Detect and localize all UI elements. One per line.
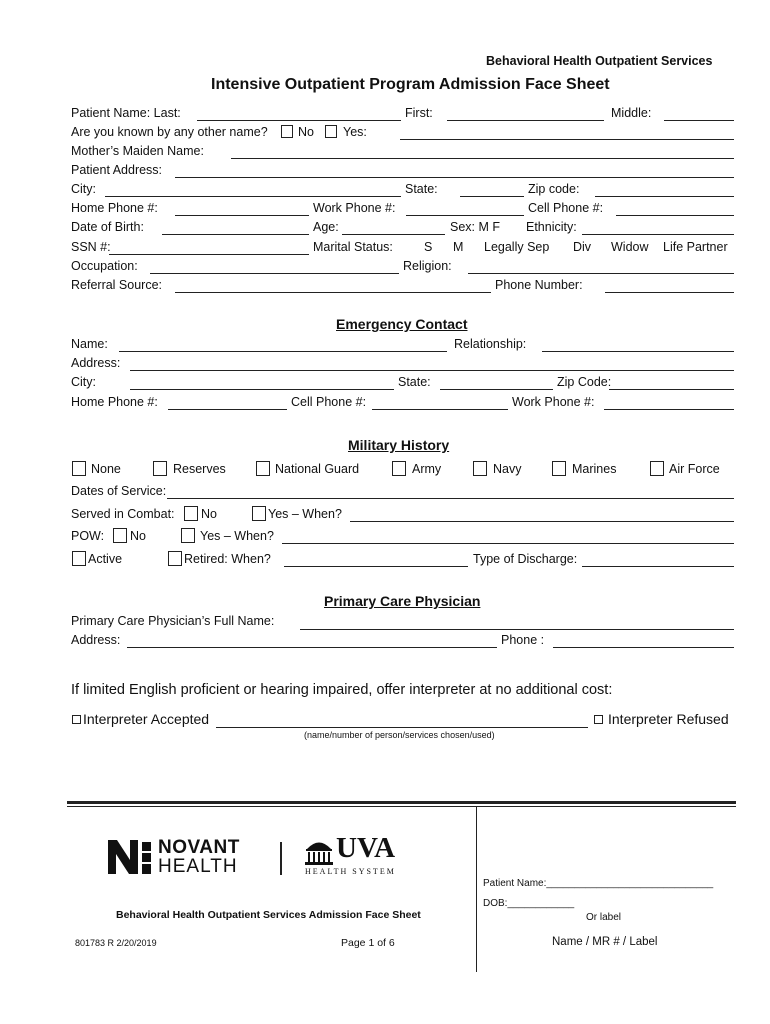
age-label: Age:	[313, 220, 339, 234]
pcp-full-name-label: Primary Care Physician’s Full Name:	[71, 614, 275, 628]
other-name-yes-checkbox[interactable]	[325, 125, 337, 138]
form-number: 801783 R 2/20/2019	[75, 938, 157, 948]
pow-yes-label: Yes – When?	[200, 529, 274, 543]
ec-city-label: City:	[71, 375, 96, 389]
page-number: Page 1 of 6	[341, 937, 395, 949]
ec-address-label: Address:	[71, 356, 121, 370]
age-field[interactable]	[342, 234, 445, 235]
pcp-address-field[interactable]	[127, 647, 497, 648]
uva-wordmark: UVA	[336, 832, 396, 864]
interpreter-refused-label: Interpreter Refused	[608, 711, 729, 727]
pow-yes-checkbox[interactable]	[181, 528, 195, 543]
uva-health-system: HEALTH SYSTEM	[305, 867, 396, 876]
dob-label: Date of Birth:	[71, 220, 144, 234]
ethnicity-label: Ethnicity:	[526, 220, 577, 234]
ec-address-field[interactable]	[130, 370, 734, 371]
referral-phone-field[interactable]	[605, 292, 734, 293]
referral-source-label: Referral Source:	[71, 278, 163, 292]
department-name: Behavioral Health Outpatient Services	[486, 54, 713, 68]
first-name-label: First:	[405, 106, 433, 120]
footer-vertical-divider	[476, 807, 477, 972]
other-name-label: Are you known by any other name?	[71, 125, 268, 139]
served-in-combat-label: Served in Combat:	[71, 507, 175, 521]
novant-logo	[106, 838, 266, 878]
marital-option-married[interactable]: M	[453, 240, 464, 254]
active-checkbox[interactable]	[72, 551, 86, 566]
last-name-field[interactable]	[197, 120, 401, 121]
other-name-field[interactable]	[400, 139, 734, 140]
referral-source-field[interactable]	[175, 292, 491, 293]
uva-logo	[304, 834, 404, 879]
interpreter-name-field[interactable]	[216, 727, 588, 728]
novant-wordmark-top: NOVANT	[158, 837, 240, 858]
military-reserves-label: Reserves	[173, 462, 226, 476]
pow-no-label: No	[130, 529, 146, 543]
marital-option-widow[interactable]: Widow	[611, 240, 649, 254]
patient-address-label: Patient Address:	[71, 163, 163, 177]
ethnicity-field[interactable]	[582, 234, 734, 235]
religion-label: Religion:	[403, 259, 452, 273]
military-air-force-label: Air Force	[669, 462, 720, 476]
rotunda-icon	[304, 836, 334, 866]
occupation-field[interactable]	[150, 273, 399, 274]
military-none-checkbox[interactable]	[72, 461, 86, 476]
sex-options[interactable]: Sex: M F	[450, 220, 501, 234]
last-name-label: Patient Name: Last:	[71, 106, 181, 120]
combat-when-field[interactable]	[350, 521, 734, 522]
novant-n-mark-icon	[106, 838, 154, 876]
name-mr-label-text: Name / MR # / Label	[552, 936, 658, 948]
ec-home-phone-field[interactable]	[168, 409, 287, 410]
military-air-force-checkbox[interactable]	[650, 461, 664, 476]
military-national-guard-checkbox[interactable]	[256, 461, 270, 476]
pow-no-checkbox[interactable]	[113, 528, 127, 543]
middle-name-label: Middle:	[611, 106, 652, 120]
ec-cell-phone-label: Cell Phone #:	[291, 395, 367, 409]
military-marines-label: Marines	[572, 462, 617, 476]
state-field[interactable]	[460, 196, 524, 197]
cell-phone-label: Cell Phone #:	[528, 201, 604, 215]
ec-state-label: State:	[398, 375, 431, 389]
or-label-text: Or label	[586, 912, 622, 923]
other-name-no-label: No	[298, 125, 314, 139]
ec-name-field[interactable]	[119, 351, 447, 352]
ec-state-field[interactable]	[440, 389, 553, 390]
pcp-phone-field[interactable]	[553, 647, 734, 648]
patient-address-field[interactable]	[175, 177, 734, 178]
ec-relationship-label: Relationship:	[454, 337, 527, 351]
work-phone-label: Work Phone #:	[313, 201, 396, 215]
discharge-type-label: Type of Discharge:	[473, 552, 578, 566]
dob-field[interactable]	[162, 234, 309, 235]
marital-option-legally-sep[interactable]: Legally Sep	[484, 240, 550, 254]
pcp-full-name-field[interactable]	[300, 629, 734, 630]
novant-wordmark-bottom: HEALTH	[158, 856, 238, 877]
state-label: State:	[405, 182, 438, 196]
ec-work-phone-field[interactable]	[604, 409, 734, 410]
discharge-type-field[interactable]	[582, 566, 734, 567]
label-dob[interactable]: DOB:____________	[483, 898, 575, 909]
combat-yes-label: Yes – When?	[268, 507, 342, 521]
religion-field[interactable]	[468, 273, 734, 274]
interpreter-refused-checkbox[interactable]	[594, 715, 603, 724]
pcp-phone-label: Phone :	[501, 633, 545, 647]
ec-zip-label: Zip Code:	[557, 375, 612, 389]
military-army-checkbox[interactable]	[392, 461, 406, 476]
retired-label: Retired: When?	[184, 552, 271, 566]
retired-checkbox[interactable]	[168, 551, 182, 566]
dates-of-service-label: Dates of Service:	[71, 484, 167, 498]
marital-status-label: Marital Status:	[313, 240, 393, 254]
home-phone-label: Home Phone #:	[71, 201, 158, 215]
other-name-no-checkbox[interactable]	[281, 125, 293, 138]
footer-rule-thin	[67, 806, 736, 807]
middle-name-field[interactable]	[664, 120, 734, 121]
interpreter-accepted-checkbox[interactable]	[72, 715, 81, 724]
zip-field[interactable]	[595, 196, 734, 197]
zip-label: Zip code:	[528, 182, 580, 196]
ec-name-label: Name:	[71, 337, 108, 351]
occupation-label: Occupation:	[71, 259, 138, 273]
military-army-label: Army	[412, 462, 442, 476]
city-label: City:	[71, 182, 96, 196]
interpreter-offer-text: If limited English proficient or hearing impaired, offer interpreter at no additional cost:	[71, 682, 613, 698]
home-phone-field[interactable]	[175, 215, 309, 216]
active-label: Active	[88, 552, 123, 566]
pcp-address-label: Address:	[71, 633, 121, 647]
military-none-label: None	[91, 462, 121, 476]
marital-option-life-partner[interactable]: Life Partner	[663, 240, 728, 254]
dates-of-service-field[interactable]	[167, 498, 734, 499]
footer-doc-title: Behavioral Health Outpatient Services Admission Face Sheet	[116, 909, 421, 921]
pcp-heading: Primary Care Physician	[324, 593, 481, 609]
combat-no-checkbox[interactable]	[184, 506, 198, 521]
city-field[interactable]	[105, 196, 401, 197]
ec-city-field[interactable]	[130, 389, 394, 390]
work-phone-field[interactable]	[406, 215, 524, 216]
military-national-guard-label: National Guard	[275, 462, 360, 476]
interpreter-field-caption: (name/number of person/services chosen/used)	[304, 730, 495, 740]
ec-home-phone-label: Home Phone #:	[71, 395, 158, 409]
ec-work-phone-label: Work Phone #:	[512, 395, 595, 409]
ec-cell-phone-field[interactable]	[372, 409, 508, 410]
logo-separator	[280, 842, 282, 875]
marital-option-single[interactable]: S	[424, 240, 433, 254]
marital-option-divorced[interactable]: Div	[573, 240, 592, 254]
ssn-label: SSN #:	[71, 240, 111, 254]
emergency-contact-heading: Emergency Contact	[336, 316, 468, 332]
other-name-yes-label: Yes:	[343, 125, 367, 139]
retired-when-field[interactable]	[284, 566, 468, 567]
referral-phone-label: Phone Number:	[495, 278, 583, 292]
combat-no-label: No	[201, 507, 217, 521]
form-title: Intensive Outpatient Program Admission Face Sheet	[211, 76, 610, 93]
label-patient-name[interactable]: Patient Name:______________________________	[483, 878, 714, 889]
interpreter-accepted-label: Interpreter Accepted	[83, 711, 210, 727]
combat-yes-checkbox[interactable]	[252, 506, 266, 521]
ec-relationship-field[interactable]	[542, 351, 734, 352]
footer-rule-thick	[67, 801, 736, 804]
pow-when-field[interactable]	[282, 543, 734, 544]
military-marines-checkbox[interactable]	[552, 461, 566, 476]
maiden-name-label: Mother’s Maiden Name:	[71, 144, 204, 158]
first-name-field[interactable]	[447, 120, 604, 121]
ssn-field[interactable]	[109, 254, 309, 255]
cell-phone-field[interactable]	[616, 215, 734, 216]
maiden-name-field[interactable]	[231, 158, 734, 159]
military-history-heading: Military History	[348, 437, 450, 453]
pow-label: POW:	[71, 529, 105, 543]
military-reserves-checkbox[interactable]	[153, 461, 167, 476]
ec-zip-field[interactable]	[609, 389, 734, 390]
military-navy-checkbox[interactable]	[473, 461, 487, 476]
military-navy-label: Navy	[493, 462, 522, 476]
